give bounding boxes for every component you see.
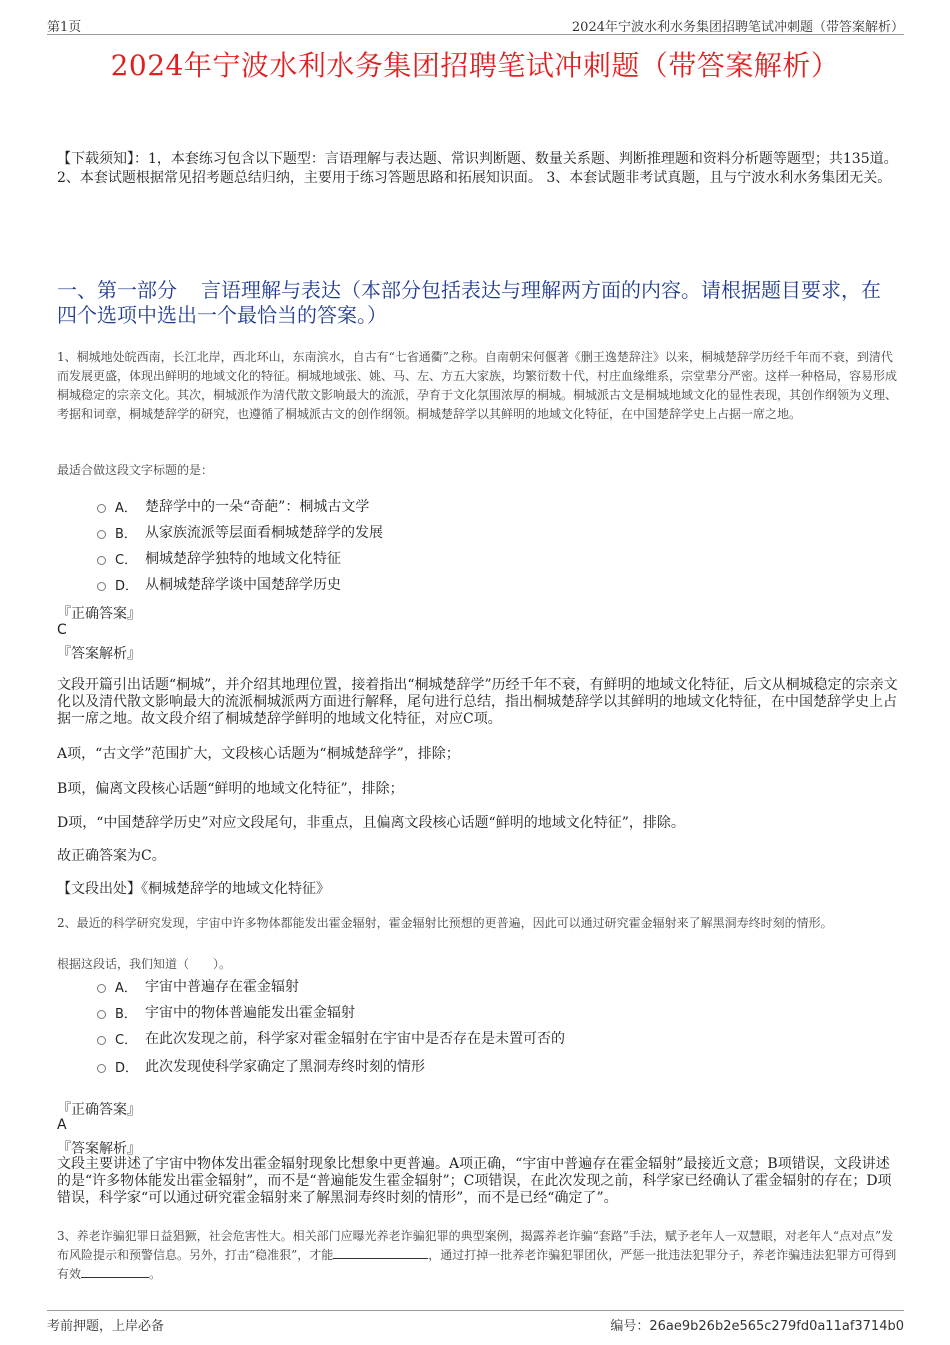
q1-conclusion: 故正确答案为C。 <box>57 848 166 864</box>
download-notice: 【下载须知】：1，本套练习包含以下题型：言语理解与表达题、常识判断题、数量关系题、判断推理题和资料分析题等题型；共135道。 2、本套试题根据常见招考题总结归纳，主要用于练习答题思路和拓展知识面。 3、本套试题非考试真题，且与宁波水利水务集团无关。 <box>57 151 898 186</box>
question-3-text: 3、养老诈骗犯罪日益猖獗，社会危害性大。相关部门应曝光养老诈骗犯罪的典型案例，揭露养老诈骗“套路”手法，赋予老年人一双慧眼，对老年人“点对点”发布风险提示和预警信息。另外，打击“稳准狠”，才能 ，通过打掉一批养老诈骗犯罪团伙，严惩一批违法犯罪分子，养老诈骗违法犯罪方可得到有效 。 <box>57 1229 897 1281</box>
q2-analysis-label: 『答案解析』 <box>57 1141 141 1157</box>
q1-analysis-a: A项，“古文学”范围扩大，文段核心话题为“桐城楚辞学”，排除； <box>57 746 460 762</box>
q2-option-b[interactable]: B． 宇宙中的物体普遍能发出霍金辐射 <box>97 1001 355 1023</box>
radio-icon[interactable] <box>97 1064 106 1073</box>
radio-icon[interactable] <box>97 582 106 591</box>
option-text: 宇宙中普遍存在霍金辐射 <box>145 979 299 995</box>
radio-icon[interactable] <box>97 984 106 993</box>
page-footer <box>47 1310 904 1334</box>
q1-analysis-d: D项，“中国楚辞学历史”对应文段尾句，非重点，且偏离文段核心话题“鲜明的地域文化特征”，排除。 <box>57 815 685 831</box>
q1-analysis-b: B项，偏离文段核心话题“鲜明的地域文化特征”，排除； <box>57 781 404 797</box>
document-title: 2024年宁波水利水务集团招聘笔试冲刺题（带答案解析） <box>110 49 840 82</box>
q1-option-d[interactable]: D． 从桐城楚辞学谈中国楚辞学历史 <box>97 573 341 595</box>
q2-answer: A <box>57 1117 67 1133</box>
question-2-stem: 根据这段话，我们知道（ ）。 <box>57 957 232 971</box>
q2-option-c[interactable]: C． 在此次发现之前，科学家对霍金辐射在宇宙中是否存在是未置可否的 <box>97 1027 565 1049</box>
radio-icon[interactable] <box>97 1036 106 1045</box>
section-heading <box>57 278 899 328</box>
q1-option-b[interactable]: B． 从家族流派等层面看桐城楚辞学的发展 <box>97 521 383 543</box>
q1-analysis-label: 『答案解析』 <box>57 646 141 662</box>
q2-option-d[interactable]: D． 此次发现使科学家确定了黑洞寿终时刻的情形 <box>97 1055 425 1077</box>
q1-option-c[interactable]: C． 桐城楚辞学独特的地域文化特征 <box>97 547 341 569</box>
fill-blank-1[interactable] <box>333 1246 428 1259</box>
q1-answer-label: 『正确答案』 <box>57 606 141 622</box>
option-text: 宇宙中的物体普遍能发出霍金辐射 <box>145 1005 355 1021</box>
option-text: 桐城楚辞学独特的地域文化特征 <box>145 551 341 567</box>
question-2-text: 2、最近的科学研究发现，宇宙中许多物体都能发出霍金辐射，霍金辐射比预想的更普遍，因此可以通过研究霍金辐射来了解黑洞寿终时刻的情形。 <box>57 916 833 930</box>
radio-icon[interactable] <box>97 504 106 513</box>
page-header <box>47 16 904 35</box>
q1-analysis: 文段开篇引出话题“桐城”，并介绍其地理位置，接着指出“桐城楚辞学”历经千年不衰，有鲜明的地域文化特征，后文从桐城稳定的宗亲文化以及清代散文影响最大的流派桐城派两方面进行解释，尾句进行总结，指出桐城楚辞学以其鲜明的地域文化特征，在中国楚辞学史上占据一席之地。故文段介绍了桐城楚辞学鲜明的地域文化特征，对应C项。 <box>57 677 898 727</box>
question-1-text: 1、桐城地处皖西南，长江北岸，西北环山，东南滨水，自古有“七省通衢”之称。自南朝宋何偃著《删王逸楚辞注》以来，桐城楚辞学历经千年而不衰，到清代而发展更盛，体现出鲜明的地域文化的特征。桐城地域张、姚、马、左、方五大家族，均繁衍数十代，村庄血缘维系，宗堂辈分严密。这样一种格局，容易形成桐城稳定的宗亲文化。其次，桐城派作为清代散文影响最大的流派，孕育于文化氛围浓厚的桐城。桐城派古文是桐城地域文化的显性表现，其创作纲领为义理、考据和词章，桐城楚辞学的研究，也遵循了桐城派古文的创作纲领。桐城楚辞学以其鲜明的地域文化特征，在中国楚辞学史上占据一席之地。 <box>57 350 898 421</box>
q2-analysis: 文段主要讲述了宇宙中物体发出霍金辐射现象比想象中更普遍。A项正确，“宇宙中普遍存在霍金辐射”最接近文意；B项错误，文段讲述的是“许多物体能发出霍金辐射”，而不是“普遍能发生霍金辐射”；C项错误，在此次发现之前，科学家已经确认了霍金辐射的存在；D项错误，科学家“可以通过研究霍金辐射来了解黑洞寿终时刻的情形”，而不是已经“确定了”。 <box>57 1156 892 1206</box>
q2-answer-label: 『正确答案』 <box>57 1102 141 1118</box>
option-text: 在此次发现之前，科学家对霍金辐射在宇宙中是否存在是未置可否的 <box>145 1031 565 1047</box>
option-text: 此次发现使科学家确定了黑洞寿终时刻的情形 <box>145 1059 425 1075</box>
radio-icon[interactable] <box>97 556 106 565</box>
option-text: 楚辞学中的一朵“奇葩”：桐城古文学 <box>145 499 370 515</box>
document-code: 编号：26ae9b26b2e565c279fd0a11af3714b0 <box>610 1319 904 1334</box>
q2-option-a[interactable]: A． 宇宙中普遍存在霍金辐射 <box>97 975 299 997</box>
option-text: 从家族流派等层面看桐城楚辞学的发展 <box>145 525 383 541</box>
page-number: 第1页 <box>47 20 82 35</box>
header-doc-title: 2024年宁波水利水务集团招聘笔试冲刺题（带答案解析） <box>571 20 904 35</box>
section-number: 一、第一部分 <box>57 278 177 302</box>
fill-blank-2[interactable] <box>81 1265 149 1278</box>
section-description: 言语理解与表达（本部分包括表达与理解两方面的内容。请根据题目要求，在四个选项中选出一个最恰当的答案。） <box>57 278 881 327</box>
q1-answer: C <box>57 622 67 638</box>
q1-source: 【文段出处】《桐城楚辞学的地域文化特征》 <box>57 881 330 897</box>
radio-icon[interactable] <box>97 1010 106 1019</box>
footer-slogan: 考前押题，上岸必备 <box>47 1319 165 1334</box>
radio-icon[interactable] <box>97 530 106 539</box>
option-text: 从桐城楚辞学谈中国楚辞学历史 <box>145 577 341 593</box>
question-1-stem: 最适合做这段文字标题的是： <box>57 463 214 477</box>
q1-option-a[interactable]: A． 楚辞学中的一朵“奇葩”：桐城古文学 <box>97 495 369 517</box>
